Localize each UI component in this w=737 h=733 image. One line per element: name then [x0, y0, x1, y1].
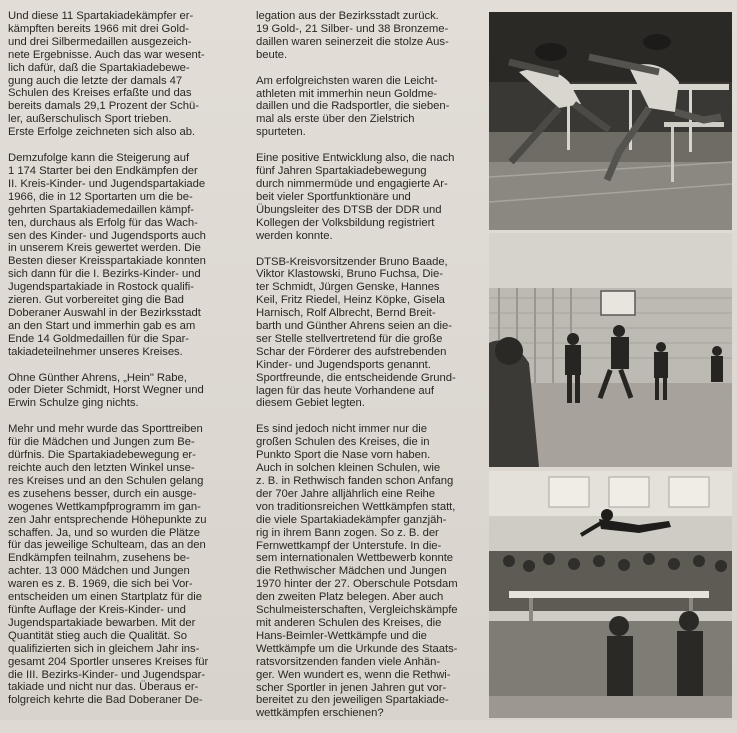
hurdle-race-image [489, 12, 732, 230]
text-column-left [8, 10, 244, 720]
paragraph: legation aus der Bezirksstadt zurück. 19 Gold-, 21 Silber- und 38 Bronzeme- daillen waren seinerzeit die stolze Aus- beute. [256, 10, 449, 61]
gymnastics-image [489, 471, 732, 718]
photo-gymnastics [489, 471, 732, 718]
handball-game-image [489, 233, 732, 467]
paragraph: Mehr und mehr wurde das Sporttreiben für die Mädchen und Jungen zum Be- dürfnis. Die Spartakiadebewegung er- reichte auch den letzten Winkel unse- res Kreises und an den Schulen gelang es zusehens besser, durch ein ausge- wogenes Wettkampfprogramm im gan- zen Jahr entsprechende Höhepunkte zu schaffen. Ja, und so wurden die Plätze für das jeweilige Schulteam, das an den Endkämpfen teilnahm, zusehens be- achter. 13 000 Mädchen und Jungen waren es z. B. 1969, die sich bei Vor- entscheiden um einen Startplatz für die fünfte Auflage der Kreis-Kinder- und Jugendspartakiade bewarben. Mit der Quantität stieg auch die Qualität. So qualifizierten sich in gleichem Jahr ins- gesamt 204 Sportler unseres Kreises für die III. Bezirks-Kinder- und Jugendspar- takiade und nicht nur das. Überaus er- folgreich kehrte die Bad Doberaner De- [8, 423, 209, 707]
paragraph: Am erfolgreichsten waren die Leicht- athleten mit immerhin neun Goldme- daillen und die Radsportler, die sieben- mal als erste über den Zielstrich spurteten. [256, 74, 450, 139]
paragraph: Ohne Günther Ahrens, „Hein" Rabe, oder Dieter Schmidt, Horst Wegner und Erwin Schulze ging nichts. [8, 371, 204, 410]
paragraph: Es sind jedoch nicht immer nur die großen Schulen des Kreises, die in Punkto Sport die Nase vorn haben. Auch in solchen kleinen Schulen, wie z. B. in Rethwisch fanden schon Anfang der 70er Jahre alljährlich eine Reihe von traditionsreichen Wettkämpfen statt, die viele Spartakiadekämpfer ganzjäh- rig in ihrem Bann zogen. So z. B. der Fernwettkampf der Unterstufe. In die- sem internationalen Wettbewerb konnte die Rethwischer Mädchen und Jungen 1970 hinter der 27. Oberschule Potsdam den zweiten Platz belegen. Aber auch Schulmeisterschaften, Vergleichskämpfe mit anderen Schulen des Kreises, die Hans-Beimler-Wettkämpfe und die Wettkämpfe um die Urkunde des Staats- ratsvorsitzenden fanden viele Anhän- ger. Wen wundert es, wenn die Rethwi- scher Sportler in jenen Jahren gut vor- bereitet zu den jeweiligen Spartakiade- wettkämpfen erschienen? [256, 423, 458, 720]
paragraph: DTSB-Kreisvorsitzender Bruno Baade, Viktor Klastowski, Bruno Fuchsa, Die- ter Schmidt, Jürgen Genske, Hannes Keil, Fritz Riedel, Heinz Köpke, Gisela Harnisch, Rolf Albrecht, Bernd Breit- barth und Günther Ahrens seien an die- ser Stelle stellvertretend für die große Schar der Förderer des aufstrebenden Kinder- und Jugendsports genannt. Sportfreunde, die entscheidende Grund- lagen für das heute Vorhandene auf diesem Gebiet legten. [256, 255, 456, 410]
photo-hurdle-race [489, 12, 732, 230]
paragraph: Eine positive Entwicklung also, die nach fünf Jahren Spartakiadebewegung durch nimmermüde und engagierte Ar- beit vieler Sportfunktionäre und Übungsleiter des DTSB der DDR und Kollegen der Volksbildung registriert werden konnte. [256, 152, 455, 242]
paragraph: Demzufolge kann die Steigerung auf 1 174 Starter bei den Endkämpfen der II. Kreis-Kinder- und Jugendspartakiade 1966, die in 12 Sportarten um die be- gehrten Spartakiademedaillen kämpf- ten, durchaus als Erfolg für das Wach- sen des Kinder- und Jugendsports auch in unserem Kreis gewertet werden. Die Besten dieser Kreisspartakiade konnten sich dann für die I. Bezirks-Kinder- und Jugendspartakiade in Rostock qualifi- zieren. Gut vorbereitet ging die Bad Doberaner Auswahl in der Bezirksstadt an den Start und immerhin gab es am Ende 14 Goldmedaillen für die Spar- takiadeteilnehmer unseres Kreises. [8, 152, 206, 358]
paragraph: Und diese 11 Spartakiadekämpfer er- kämpften bereits 1966 mit drei Gold- und drei Silbermedaillen ausgezeich- nete Ergebnisse. Auch das war wesent- lich dafür, daß die Spartakiadebewe- gung auch die letzte der damals 47 Schulen des Kreises erfaßte und das bereits damals 29,1 Prozent der Schü- ler, außerschulisch Sport trieben. Erste Erfolge zeichneten sich also ab. [8, 10, 205, 139]
photo-handball-game [489, 233, 732, 467]
text-column-right [256, 10, 482, 733]
